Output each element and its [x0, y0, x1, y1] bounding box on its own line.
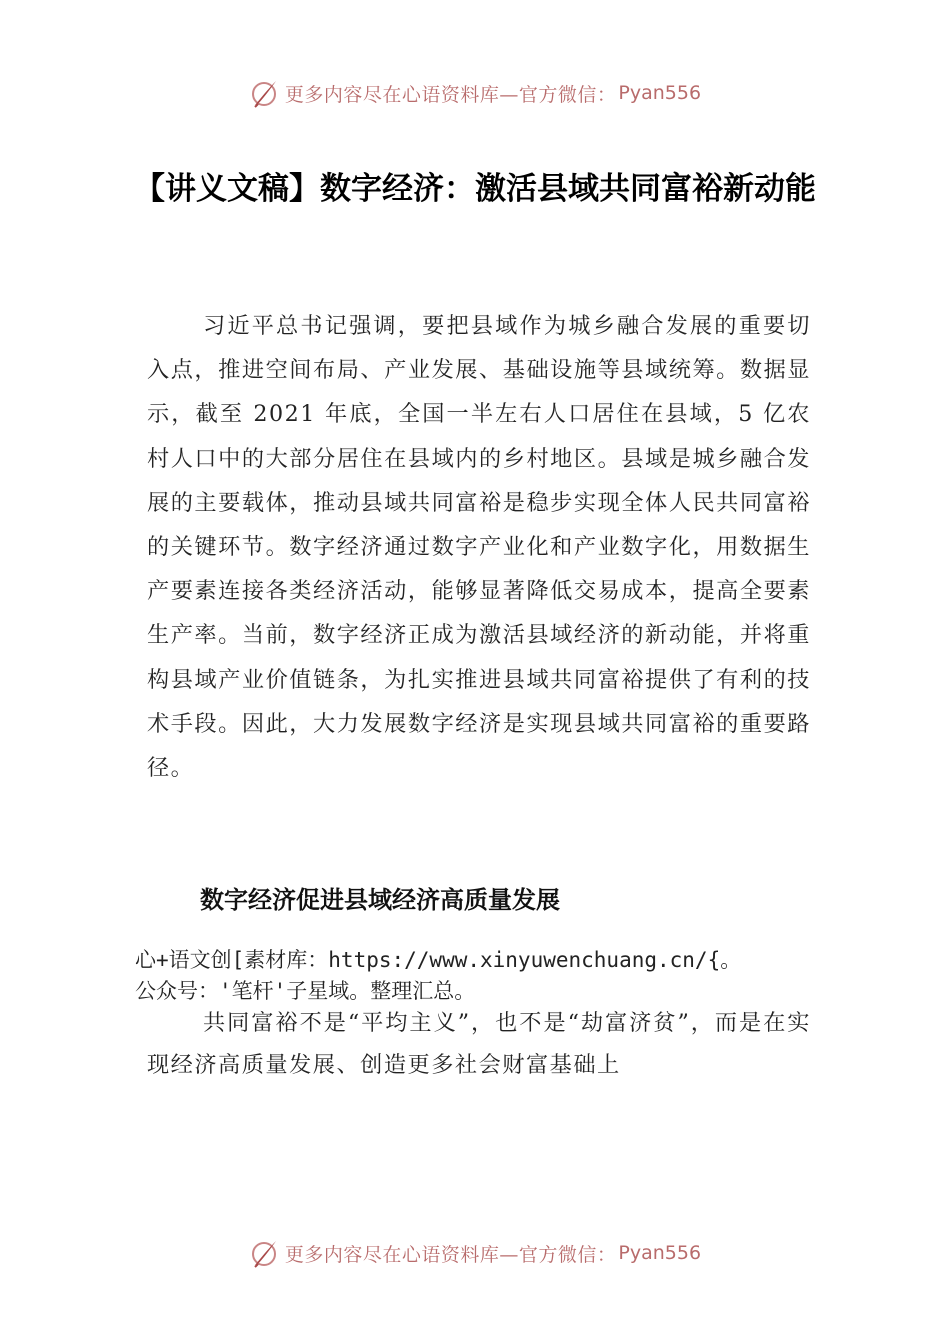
body-paragraph-2: 共同富裕不是“平均主义”，也不是“劫富济贫”，而是在实现经济高质量发展、创造更多社会财富基础上 — [147, 1010, 811, 1078]
quill-pen-logo — [249, 78, 279, 108]
banner-wechat-id: Pyan556 — [618, 82, 702, 104]
source-note-line-2: 公众号：'笔杆'子星域。整理汇总。 — [135, 979, 476, 1003]
banner-wechat-id: Pyan556 — [618, 1242, 702, 1264]
banner-text: 更多内容尽在心语资料库—官方微信： — [284, 1243, 617, 1266]
banner-text: 更多内容尽在心语资料库—官方微信： — [284, 83, 617, 106]
quill-pen-logo — [249, 1238, 279, 1268]
section-heading: 数字经济促进县域经济高质量发展 — [200, 886, 560, 914]
source-note-line-1: 心+语文创[素材库：https://www.xinyuwenchuang.cn/{。 — [135, 948, 742, 972]
footer-banner — [0, 1233, 950, 1273]
header-banner — [0, 73, 950, 113]
body-paragraph-1: 习近平总书记强调，要把县域作为城乡融合发展的重要切入点，推进空间布局、产业发展、基础设施等县域统筹。数据显示，截至 2021 年底，全国一半左右人口居住在县域，5 亿农村人口中的大部分居住在县域内的乡村地区。县域是城乡融合发展的主要载体，推动县域共同富裕是稳步实现全体人民共同富裕的关键环节。数字经济通过数字产业化和产业数字化，用数据生产要素连接各类经济活动，能够显著降低交易成本，提高全要素生产率。当前，数字经济正成为激活县域经济的新动能，并将重构县域产业价值链条，为扎实推进县域共同富裕提供了有利的技术手段。因此，大力发展数字经济是实现县域共同富裕的重要路径。 — [147, 313, 811, 782]
document-title: 【讲义文稿】数字经济：激活县域共同富裕新动能 — [134, 171, 816, 207]
source-note — [135, 945, 950, 1007]
